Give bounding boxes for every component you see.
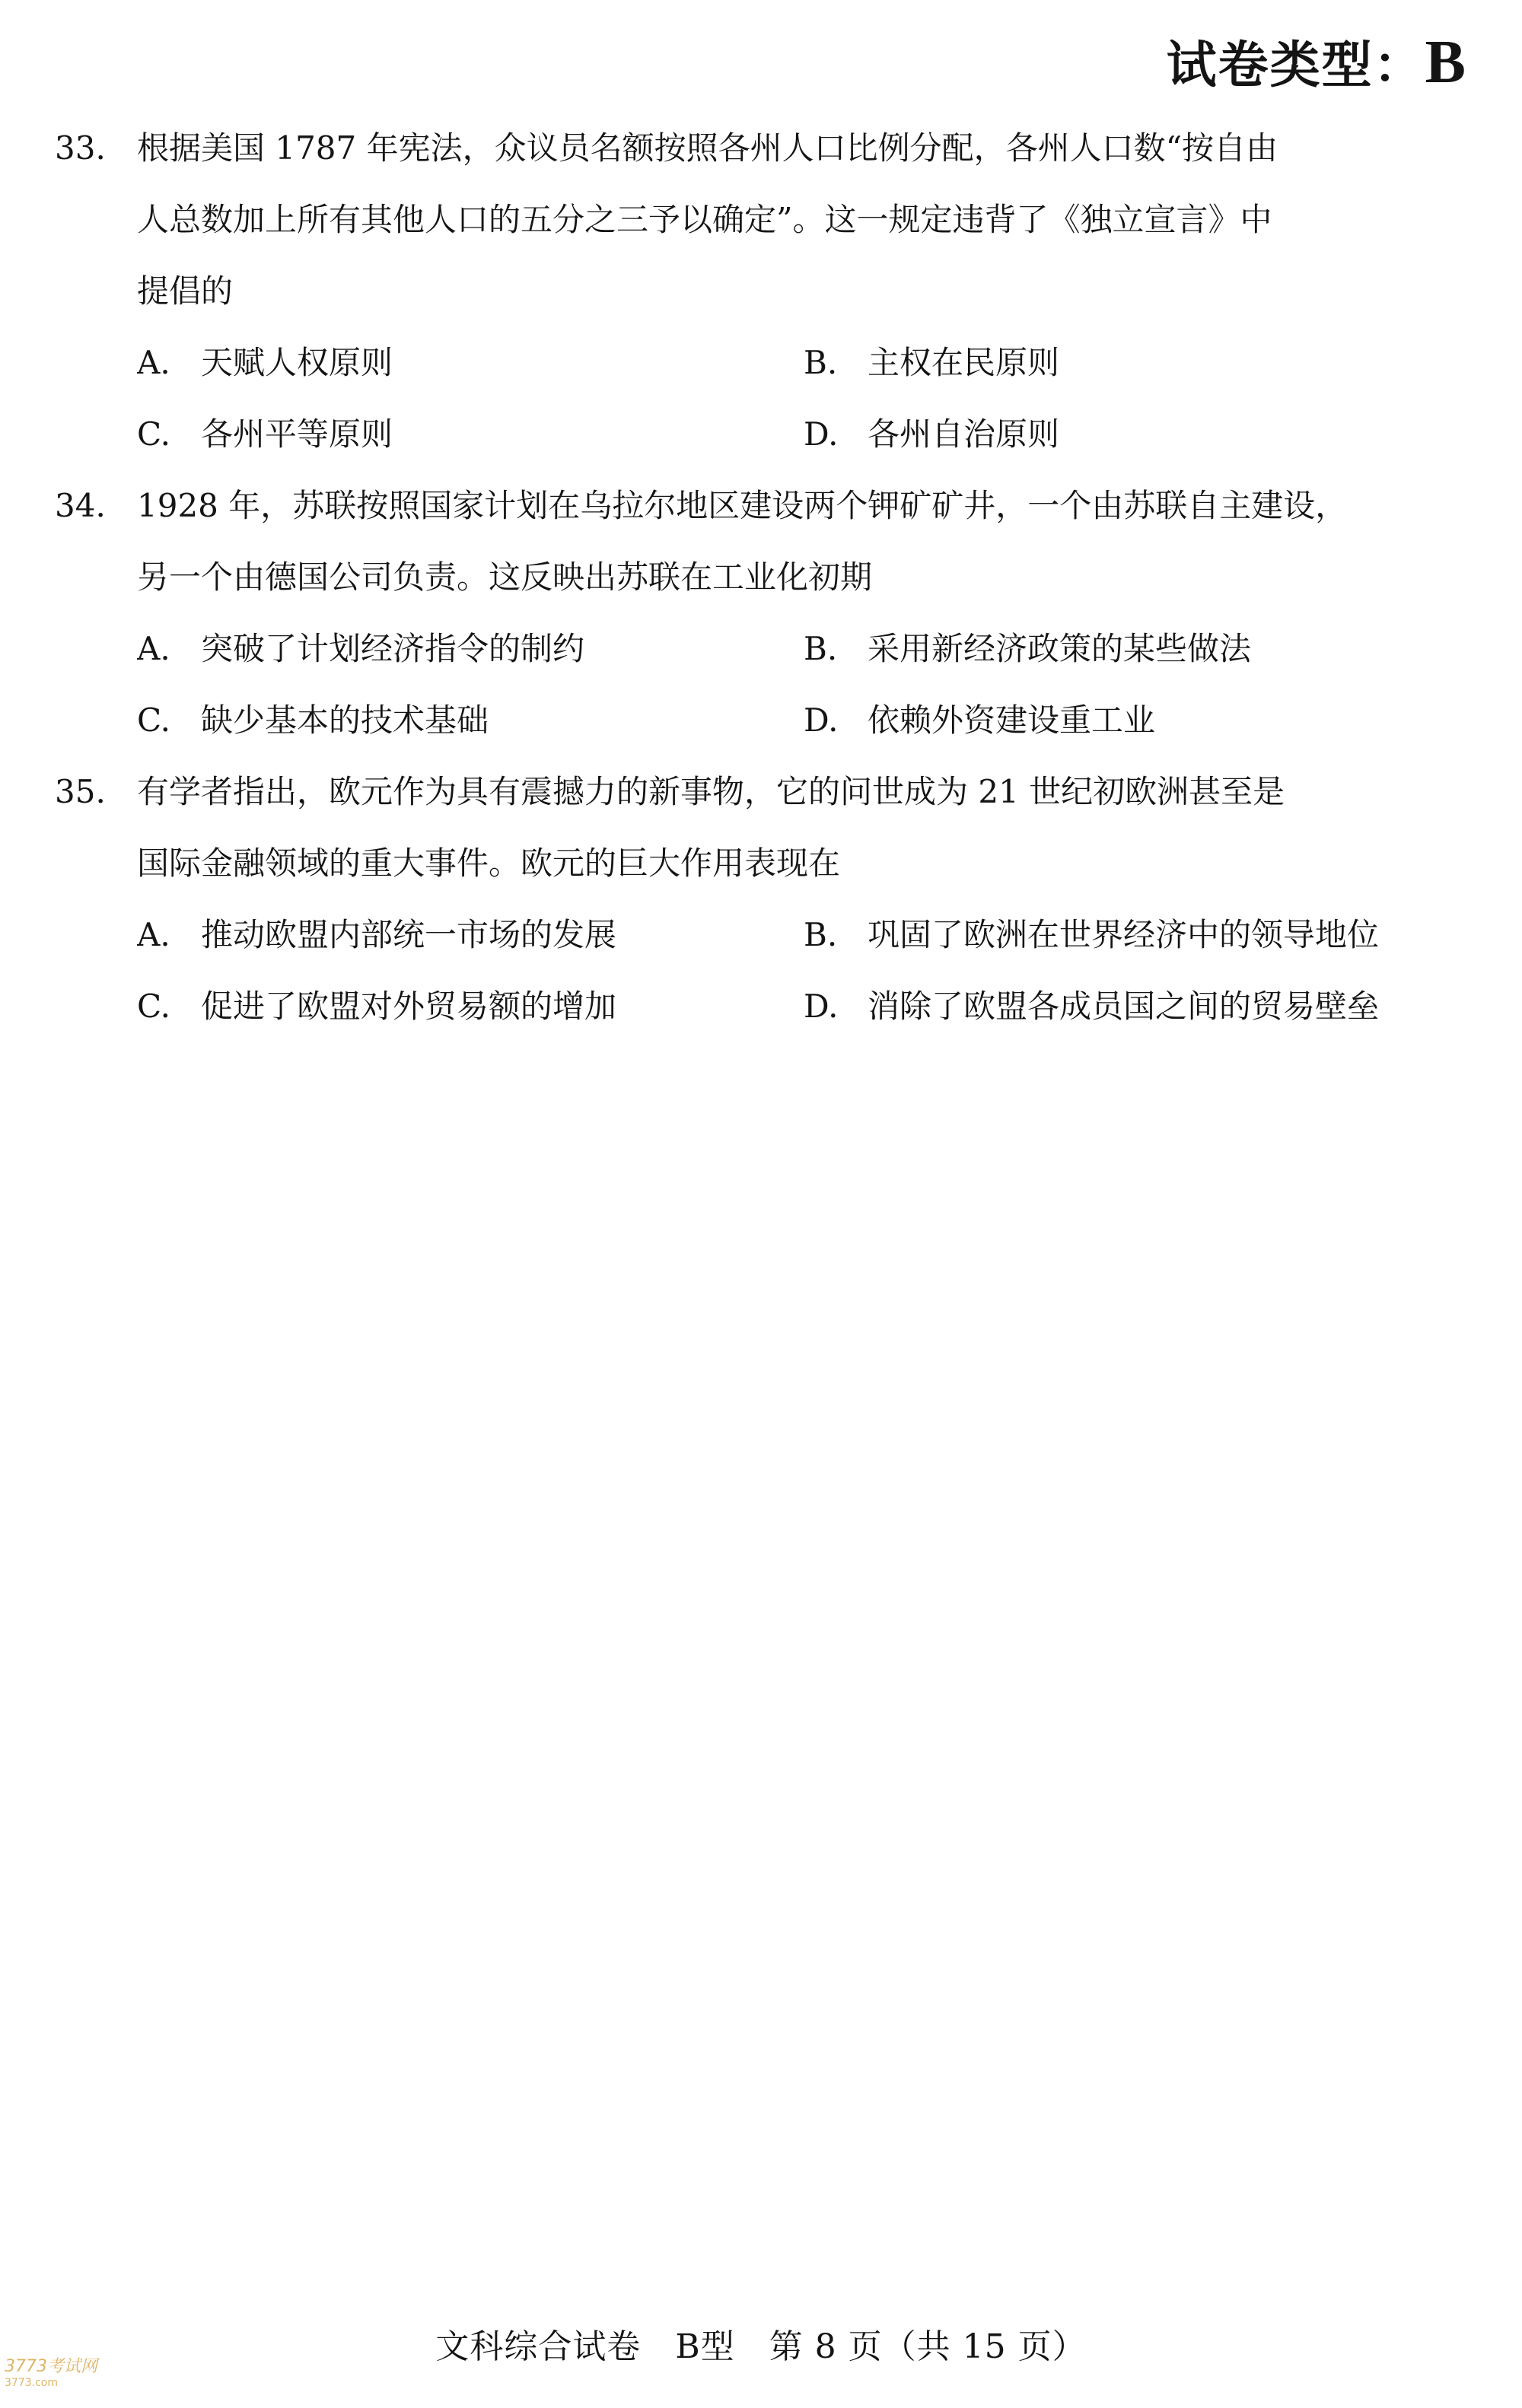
option-letter: B.	[804, 344, 838, 381]
option-text: 巩固了欧洲在世界经济中的领导地位	[868, 916, 1380, 953]
option-row	[137, 327, 1476, 399]
option-text: 推动欧盟内部统一市场的发展	[201, 916, 617, 953]
option-text: 促进了欧盟对外贸易额的增加	[201, 988, 617, 1025]
option-text: 采用新经济政策的某些做法	[868, 630, 1252, 667]
question-stem-text: 根据美国 1787 年宪法，众议员名额按照各州人口比例分配，各州人口数“按自由	[137, 129, 1278, 167]
site-watermark	[5, 2357, 97, 2389]
option-a[interactable]	[137, 899, 804, 971]
question-stem-line	[55, 113, 1476, 184]
option-list	[55, 613, 1476, 756]
option-c[interactable]	[137, 399, 804, 470]
option-row	[137, 971, 1476, 1042]
option-letter: B.	[804, 630, 838, 667]
question-35	[55, 756, 1476, 1042]
question-number: 34.	[55, 487, 106, 524]
option-list	[55, 327, 1476, 470]
option-a[interactable]	[137, 613, 804, 685]
option-text: 主权在民原则	[868, 344, 1060, 381]
option-d[interactable]	[804, 399, 1470, 470]
exam-type-letter: B	[1425, 29, 1467, 96]
question-number: 33.	[55, 129, 106, 167]
option-text: 缺少基本的技术基础	[201, 701, 489, 739]
watermark-brand: 3773考试网	[5, 2357, 97, 2376]
option-letter: A.	[137, 630, 170, 667]
question-stem-text: 1928 年，苏联按照国家计划在乌拉尔地区建设两个钾矿矿井，一个由苏联自主建设，	[137, 487, 1348, 524]
option-b[interactable]	[804, 327, 1470, 399]
question-stem-line: 提倡的	[137, 272, 234, 310]
option-row	[137, 399, 1476, 470]
option-c[interactable]	[137, 685, 804, 756]
question-stem-line: 人总数加上所有其他人口的五分之三予以确定”。这一规定违背了《独立宣言》中	[137, 201, 1272, 238]
option-letter: D.	[804, 415, 839, 453]
option-d[interactable]	[804, 971, 1470, 1042]
option-text: 各州平等原则	[201, 415, 393, 453]
option-d[interactable]	[804, 685, 1470, 756]
option-letter: C.	[137, 701, 170, 739]
option-letter: B.	[804, 916, 838, 953]
question-stem-line	[55, 470, 1476, 542]
watermark-url: 3773.com	[5, 2377, 58, 2389]
option-letter: A.	[137, 344, 170, 381]
exam-type-prefix: 试卷类型：	[1166, 36, 1425, 94]
option-a[interactable]	[137, 327, 804, 399]
question-list	[55, 113, 1476, 1042]
option-b[interactable]	[804, 899, 1470, 971]
option-row	[137, 685, 1476, 756]
question-34	[55, 470, 1476, 756]
option-list	[55, 899, 1476, 1042]
question-stem-line: 另一个由德国公司负责。这反映出苏联在工业化初期	[137, 558, 873, 596]
option-row	[137, 613, 1476, 685]
question-stem-line: 国际金融领域的重大事件。欧元的巨大作用表现在	[137, 845, 841, 882]
option-text: 突破了计划经济指令的制约	[201, 630, 585, 667]
option-c[interactable]	[137, 971, 804, 1042]
question-stem-text: 有学者指出，欧元作为具有震撼力的新事物，它的问世成为 21 世纪初欧洲甚至是	[137, 773, 1285, 810]
option-b[interactable]	[804, 613, 1470, 685]
option-letter: D.	[804, 701, 839, 739]
option-letter: C.	[137, 988, 170, 1025]
option-row	[137, 899, 1476, 971]
option-text: 各州自治原则	[868, 415, 1060, 453]
question-33	[55, 113, 1476, 470]
option-letter: C.	[137, 415, 170, 453]
page-footer: 文科综合试卷 B型 第 8 页（共 15 页）	[435, 2327, 1087, 2366]
option-text: 天赋人权原则	[201, 344, 393, 381]
question-number: 35.	[55, 773, 106, 810]
option-text: 依赖外资建设重工业	[868, 701, 1156, 739]
exam-type-label	[1167, 29, 1467, 99]
option-text: 消除了欧盟各成员国之间的贸易壁垒	[868, 988, 1380, 1025]
option-letter: D.	[804, 988, 839, 1025]
question-stem-line	[55, 756, 1476, 828]
option-letter: A.	[137, 916, 170, 953]
